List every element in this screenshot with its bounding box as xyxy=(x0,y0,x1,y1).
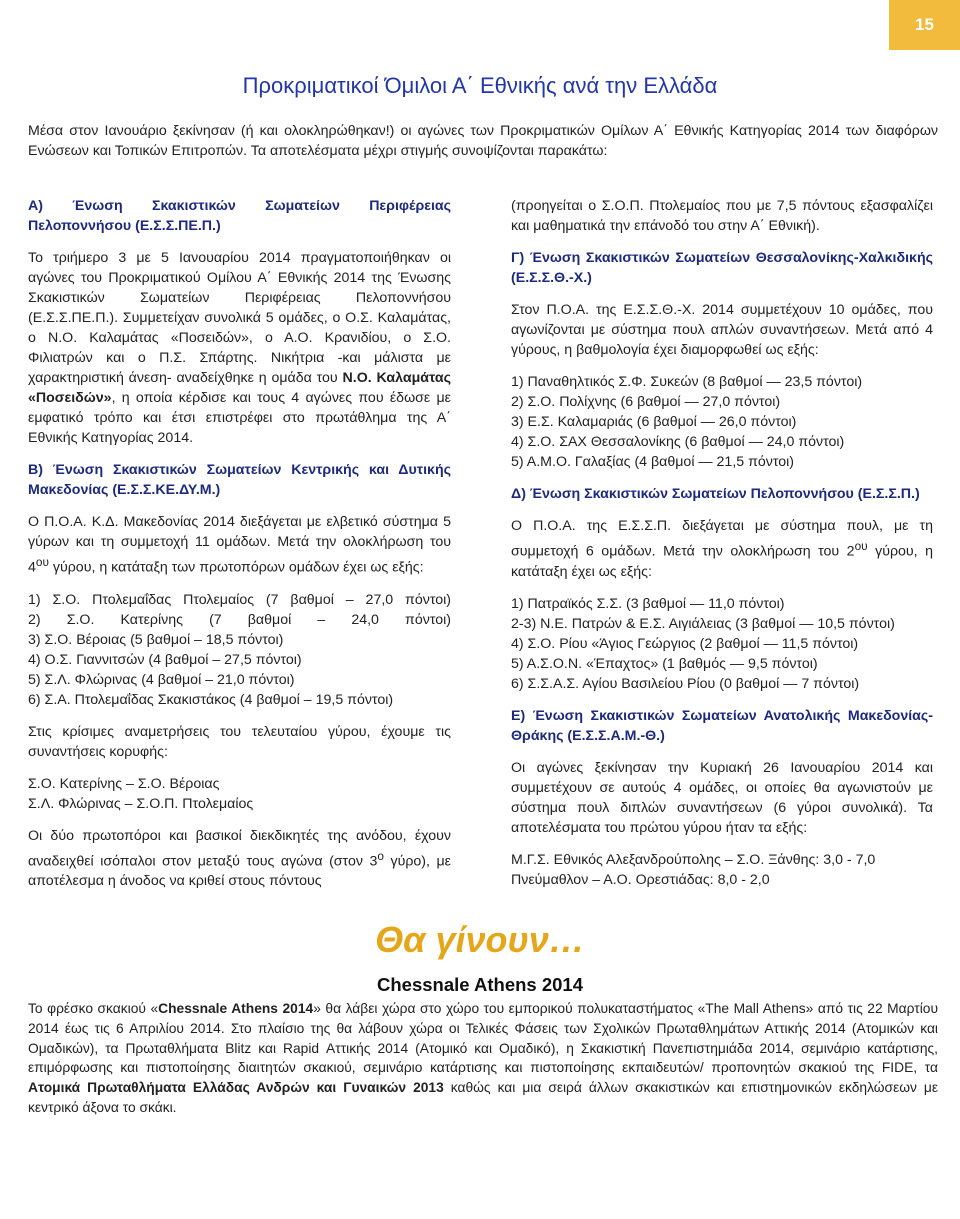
right-column xyxy=(511,196,933,902)
section-d-text: Ο Π.Ο.Α. της Ε.Σ.Σ.Π. διεξάγεται με σύστημα πουλ, με τη συμμετοχή 6 ομάδων. Μετά την ολοκλήρωση του $2^{o\upsilon}$ γύρου, η κατάταξη έχει ως εξής: xyxy=(511,518,933,580)
list-item: 4) Ο.Σ. Γιαννιτσών (4 βαθμοί – 27,5 πόντοι) xyxy=(28,651,302,668)
list-item: 1) Παναθηλτικός Σ.Φ. Συκεών (8 βαθμοί — 23,5 πόντοι) xyxy=(511,374,863,390)
list-item: 3) Σ.Ο. Βέροιας (5 βαθμοί – 18,5 πόντοι) xyxy=(28,631,284,648)
list-item: 6) Σ.Α. Πτολεμαΐδας Σκακιστάκος (4 βαθμοί – 19,5 πόντοι) xyxy=(28,691,394,708)
page-title: Προκριματικοί Όμιλοι Α΄ Εθνικής ανά την Ελλάδα xyxy=(242,73,718,98)
list-item: 4) Σ.Ο. Ρίου «Άγιος Γεώργιος (2 βαθμοί — 11,5 πόντοι) xyxy=(511,635,859,652)
section-b-continuation xyxy=(511,196,933,248)
section-b-heading: Β) Ένωση Σκακιστικών Σωματείων Κεντρικής και Δυτικής Μακεδονίας (Ε.Σ.Σ.ΚΕ.ΔΥ.Μ.) xyxy=(28,462,451,498)
section-b-continued-text: (προηγείται ο Σ.Ο.Π. Πτολεμαίος που με 7,5 πόντους εξασφαλίζει και μαθηματικά την επάνοδό του στην Α΄ Εθνική). xyxy=(511,198,933,234)
list-item: 5) Α.Μ.Ο. Γαλαξίας (4 βαθμοί — 21,5 πόντοι) xyxy=(511,454,795,470)
list-item: 1) Σ.Ο. Πτολεμαΐδας Πτολεμαίος (7 βαθμοί – 27,0 πόντοι) xyxy=(28,591,451,608)
section-b-standings xyxy=(28,590,451,710)
chessnale-title: Chessnale Athens 2014 xyxy=(377,974,583,995)
section-b-matches: Σ.Ο. Κατερίνης – Σ.Ο. Βέροιας Σ.Λ. Φλώρινας – Σ.Ο.Π. Πτολεμαίος xyxy=(28,775,254,812)
list-item: 2-3) Ν.Ε. Πατρών & Ε.Σ. Αιγιάλειας (3 βαθμοί — 10,5 πόντοι) xyxy=(511,615,895,632)
coming-soon-heading: Θα γίνουν… xyxy=(375,919,585,960)
section-e-heading: Ε) Ένωση Σκακιστικών Σωματείων Ανατολικής Μακεδονίας-Θράκης (Ε.Σ.Σ.Α.Μ.-Θ.) xyxy=(511,707,933,744)
list-item: 4) Σ.Ο. ΣΑΧ Θεσσαλονίκης (6 βαθμοί — 24,0 πόντοι) xyxy=(511,434,845,450)
section-b-text-3: Οι δύο πρωτοπόροι και βασικοί διεκδικητές της ανόδου, έχουν αναδειχθεί ισόπαλοι στον μεταξύ τους αγώνα (στον $3^o$ γύρο), με αποτέλεσμα η άνοδος να κριθεί στους πόντους xyxy=(28,827,452,890)
section-g-heading: Γ) Ένωση Σκακιστικών Σωματείων Θεσσαλονίκης-Χαλκιδικής (Ε.Σ.Σ.Θ.-Χ.) xyxy=(511,250,933,286)
section-e-text: Οι αγώνες ξεκίνησαν την Κυριακή 26 Ιανουαρίου 2014 και συμμετέχουν σε αυτούς 4 ομάδες, οι οποίες θα αγωνιστούν με σύστημα πουλ διπλών συναντήσεων (6 γύροι συνολικά). Τα αποτελέσματα του πρώτου γύρου ήταν τα εξής: xyxy=(511,759,933,836)
list-item: 3) Ε.Σ. Καλαμαριάς (6 βαθμοί — 26,0 πόντοι) xyxy=(511,414,797,430)
list-item: 2) Σ.Ο. Πολίχνης (6 βαθμοί — 27,0 πόντοι) xyxy=(511,394,781,410)
section-b-text-2: Στις κρίσιμες αναμετρήσεις του τελευταίου γύρου, έχουμε τις συναντήσεις κορυφής: xyxy=(28,723,451,760)
section-d-standings xyxy=(511,594,933,694)
list-item: 6) Σ.Σ.Α.Σ. Αγίου Βασιλείου Ρίου (0 βαθμοί — 7 πόντοι) xyxy=(511,675,860,692)
section-d-heading: Δ) Ένωση Σκακιστικών Σωματείων Πελοποννήσου (Ε.Σ.Σ.Π.) xyxy=(511,486,920,502)
section-g-text: Στον Π.Ο.Α. της Ε.Σ.Σ.Θ.-Χ. 2014 συμμετέχουν 10 ομάδες, που αγωνίζονται με σύστημα πουλ απλών συναντήσεων. Μετά από 4 γύρους, η βαθμολογία έχει διαμορφωθεί ως εξής: xyxy=(511,302,933,358)
list-item: 5) Α.Σ.Ο.Ν. «Έπαχτος» (1 βαθμός — 9,5 πόντοι) xyxy=(511,655,818,672)
section-b-text: Ο Π.Ο.Α. Κ.Δ. Μακεδονίας 2014 διεξάγεται με ελβετικό σύστημα 5 γύρων και τη συμμετοχή 11 ομάδων. Μετά την ολοκλήρωση του $4^{o\upsilon}$ γύρου, η κατάταξη των πρωτοπόρων ομάδων έχει ως εξής: xyxy=(28,514,451,576)
intro-paragraph: Μέσα στον Ιανουάριο ξεκίνησαν (ή και ολοκληρώθηκαν!) οι αγώνες των Προκριματικών Ομίλων Α΄ Εθνικής Κατηγορίας 2014 των διαφόρων Ενώσεων και Τοπικών Επιτροπών. Τα αποτελέσματα μέχρι στιγμής συνοψίζονται παρακάτω: xyxy=(28,123,938,159)
left-column xyxy=(28,196,451,903)
list-item: 2) Σ.Ο. Κατερίνης (7 βαθμοί – 24,0 πόντοι) xyxy=(28,611,451,628)
section-e-results: Μ.Γ.Σ. Εθνικός Αλεξανδρούπολης – Σ.Ο. Ξάνθης: 3,0 - 7,0 Πνεύμαθλον – Α.Ο. Ορεστιάδας: 8,0 - 2,0 xyxy=(511,851,876,888)
section-g-standings xyxy=(511,372,933,472)
list-item: 1) Πατραϊκός Σ.Σ. (3 βαθμοί — 11,0 πόντοι) xyxy=(511,595,785,612)
chessnale-text: Το φρέσκο σκακιού «Chessnale Athens 2014» θα λάβει χώρα στο χώρο του εμπορικού πολυκαταστήματος «The Mall Athens» από τις 22 Μαρτίου 2014 έως τις 6 Απριλίου 2014. Στο πλαίσιο της θα λάβουν χώρα οι Τελικές Φάσεις των Σχολικών Πρωταθλημάτων Αττικής 2014 (Ατομικών και Ομαδικών), τα Πρωταθλήματα Blitz και Rapid Αττικής 2014 (Ατομικό και Ομαδικό), η Σκακιστική Πανεπιστημιάδα 2014, σεμινάριο κατάρτισης, επιμόρφωσης και πιστοποίησης διαιτητών σκακιού, σεμινάριο κατάρτισης και πιστοποίησης εκπαιδευτών/ προπονητών σκακιού της FIDE, τα Ατομικά Πρωταθλήματα Ελλάδας Ανδρών και Γυναικών 2013 καθώς και μια σειρά άλλων σκακιστικών και επιστημονικών εκδηλώσεων με κεντρικό άξονα το σκάκι. xyxy=(28,1001,939,1115)
list-item: 5) Σ.Λ. Φλώρινας (4 βαθμοί – 21,0 πόντοι) xyxy=(28,671,295,688)
page-number: 15 xyxy=(889,0,960,50)
section-a-heading: Α) Ένωση Σκακιστικών Σωματείων Περιφέρειας Πελοποννήσου (Ε.Σ.Σ.ΠΕ.Π.) xyxy=(28,198,451,234)
section-a-text: Το τριήμερο 3 με 5 Ιανουαρίου 2014 πραγματοποιήθηκαν οι αγώνες του Προκριματικού Ομίλου Α΄ Εθνικής 2014 της Ένωσης Σκακιστικών Σωματείων Περιφέρειας Πελοποννήσου (Ε.Σ.Σ.ΠΕ.Π.). Συμμετείχαν συνολικά 5 ομάδες, ο Ο.Σ. Καλαμάτας, ο Ν.Ο. Καλαμάτας «Ποσειδών», ο Α.Ο. Κρανιδίου, ο Σ.Ο. Φιλιατρών και ο Π.Σ. Σπάρτης. Νικήτρια -και μάλιστα με χαρακτηριστική άνεση- αναδείχθηκε η ομάδα του Ν.Ο. Καλαμάτας «Ποσειδών», η οποία κέρδισε και τους 4 αγώνες που έδωσε με εμφατικό τρόπο και έτσι επιστρέφει στο πρωτάθλημα της Α΄ Εθνικής Κατηγορίας 2014. xyxy=(28,250,452,446)
